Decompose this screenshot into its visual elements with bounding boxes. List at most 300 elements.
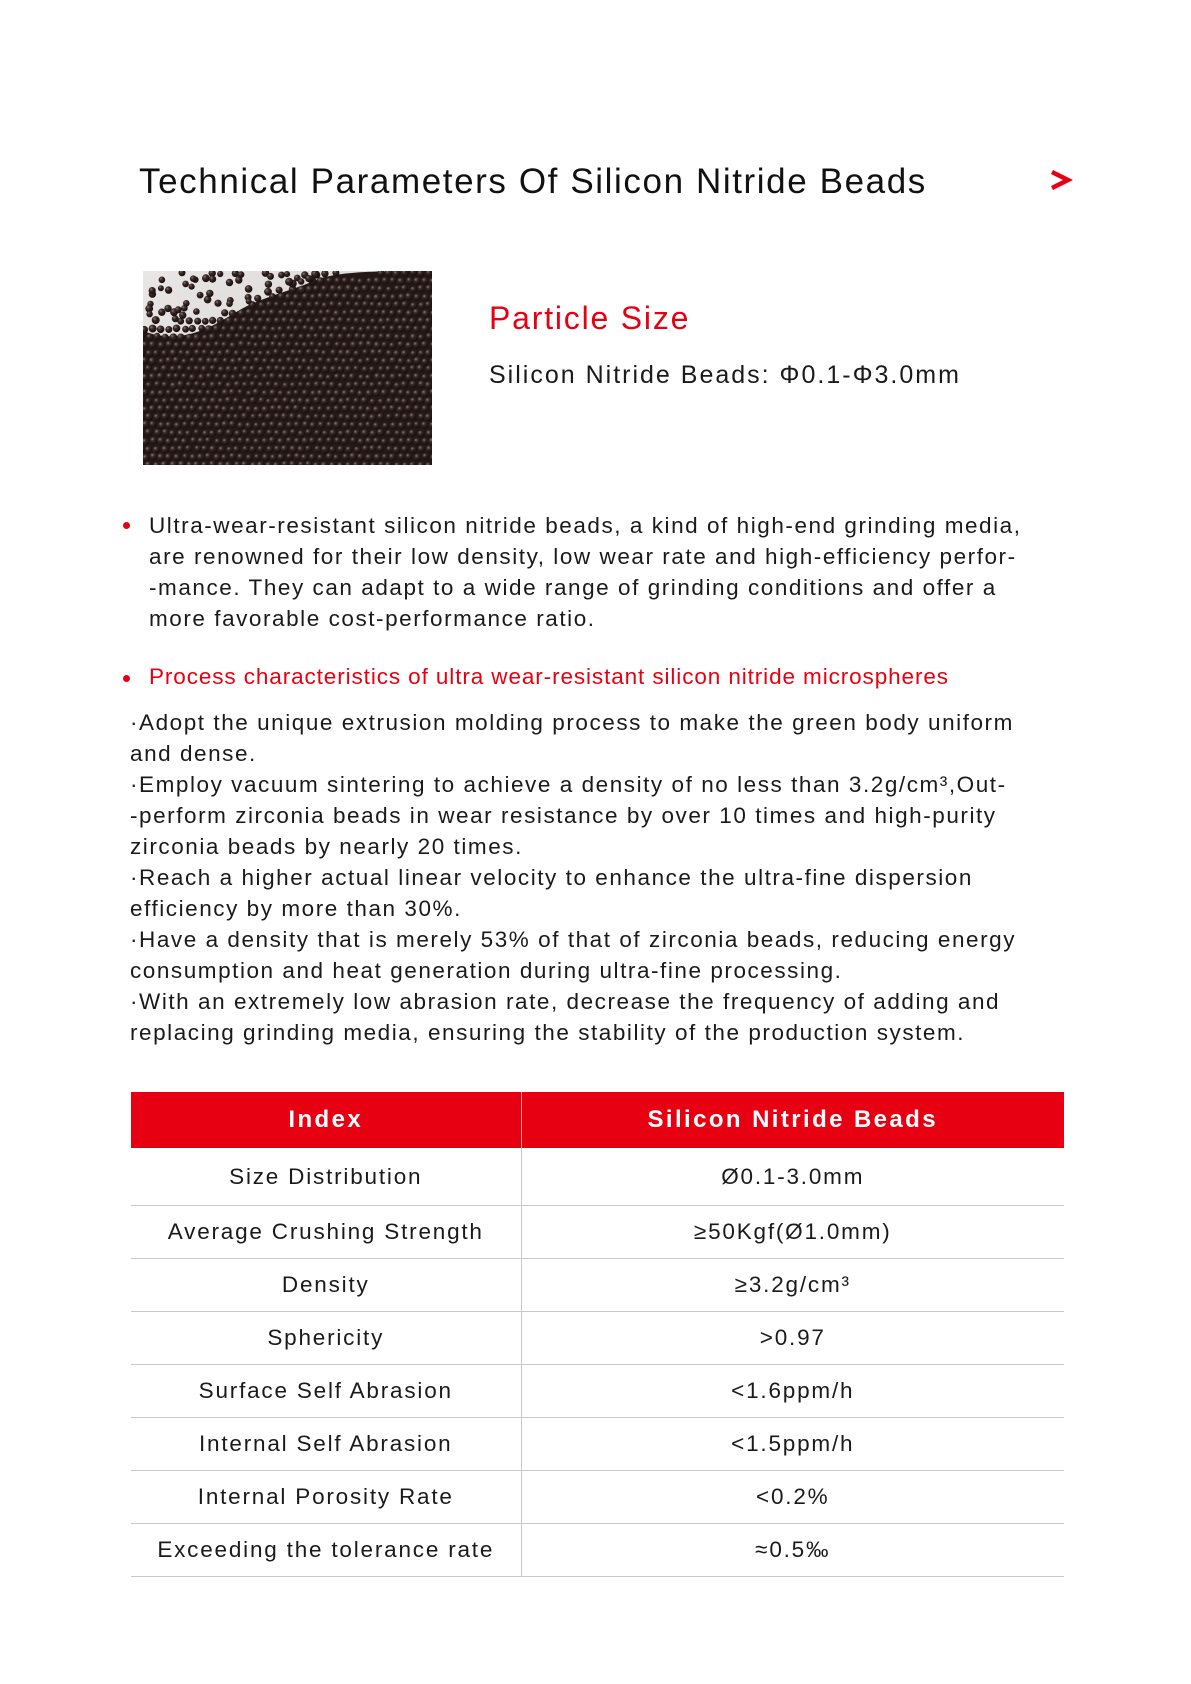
bead-mark [186, 366, 193, 373]
bead-mark [270, 358, 277, 365]
bead-mark [213, 454, 221, 462]
bead-mark [373, 357, 380, 364]
bead-mark [202, 430, 209, 437]
bead-mark [189, 325, 196, 332]
bead-mark [186, 317, 193, 324]
intro-line: -mance. They can adapt to a wide range of grinding conditions and offer a [149, 575, 997, 600]
bead-mark [394, 413, 401, 420]
bead-mark [193, 365, 200, 372]
bead-mark [258, 366, 265, 373]
bead-mark [318, 357, 325, 364]
bead-mark [245, 309, 253, 317]
bead-mark [333, 405, 340, 412]
bead-mark [149, 421, 156, 428]
process-line: ·With an extremely low abrasion rate, decrease the frequency of adding and [130, 989, 1001, 1014]
bead-mark [205, 342, 212, 349]
bead-mark [348, 373, 356, 381]
table-row [131, 1365, 1064, 1418]
bead-mark [281, 445, 289, 453]
bead-mark [410, 302, 417, 309]
bead-mark [209, 381, 217, 389]
bead-mark [289, 318, 296, 325]
bead-mark [281, 366, 289, 374]
process-line: zirconia beads by nearly 20 times. [130, 834, 523, 859]
bead-mark [250, 397, 257, 404]
bead-mark [258, 302, 265, 309]
bead-mark [290, 398, 298, 406]
bead-mark [365, 421, 372, 428]
process-line: and dense. [130, 741, 257, 766]
bead-mark [149, 405, 157, 413]
bead-mark [285, 405, 292, 412]
bead-mark [209, 317, 216, 324]
bead-mark [322, 365, 329, 372]
bead-mark [285, 293, 292, 300]
bead-mark [350, 437, 357, 444]
bead-mark [405, 405, 412, 412]
bead-mark [334, 341, 341, 348]
bead-mark [278, 309, 285, 316]
bead-mark [361, 285, 369, 293]
table-cell-index: Size Distribution [131, 1148, 521, 1206]
bead-mark [269, 389, 277, 397]
bead-mark [330, 365, 338, 373]
bead-mark [369, 398, 376, 405]
bead-mark [153, 350, 160, 357]
bead-mark [221, 389, 229, 397]
bead-mark [369, 366, 376, 373]
bead-mark [346, 317, 353, 324]
bead-mark [358, 341, 366, 349]
bead-mark [205, 325, 213, 333]
bead-mark [377, 286, 385, 294]
bead-mark [370, 349, 378, 357]
bead-mark [361, 318, 368, 325]
table-cell-value: <0.2% [521, 1471, 1064, 1524]
bead-mark [294, 438, 301, 445]
bead-mark [161, 398, 168, 405]
table-cell-index: Density [131, 1259, 521, 1312]
bead-mark [254, 310, 261, 317]
bead-mark [226, 300, 233, 307]
bead-mark [289, 445, 297, 453]
bead-mark [390, 294, 397, 301]
bead-mark [276, 405, 284, 413]
bead-mark [189, 284, 195, 290]
bead-mark [401, 398, 408, 405]
bead-mark [150, 453, 158, 461]
bead-mark [266, 365, 274, 373]
bead-mark [318, 309, 325, 316]
bead-mark [306, 333, 313, 340]
bead-mark [177, 381, 185, 389]
bead-mark [422, 294, 429, 301]
bead-mark [337, 333, 345, 341]
bead-mark [277, 358, 284, 365]
bead-mark [337, 301, 344, 308]
bead-mark [233, 413, 240, 420]
bead-mark [406, 277, 413, 284]
bead-mark [301, 342, 308, 349]
bead-mark [253, 325, 260, 332]
bead-mark [154, 333, 161, 340]
bead-mark [165, 405, 172, 412]
bead-mark [173, 437, 180, 444]
bead-mark [159, 277, 166, 284]
bead-mark [413, 341, 420, 348]
bead-mark [154, 429, 162, 437]
bead-mark [358, 374, 365, 381]
bead-mark [189, 405, 196, 412]
bead-mark [345, 397, 352, 404]
bead-mark [274, 317, 282, 325]
bead-mark [241, 412, 249, 420]
bead-mark [182, 421, 189, 428]
bead-mark [385, 333, 393, 341]
bead-mark [198, 405, 206, 413]
bead-mark [189, 454, 197, 462]
bead-mark [294, 342, 301, 349]
bead-mark [337, 285, 345, 293]
bead-mark [358, 405, 365, 412]
bead-mark [306, 365, 314, 373]
bead-mark [269, 421, 277, 429]
bead-mark [365, 390, 373, 398]
bead-mark [201, 445, 208, 452]
bead-mark [301, 437, 309, 445]
bead-mark [386, 286, 393, 293]
bead-mark [254, 454, 261, 461]
bead-mark [401, 301, 409, 309]
bead-mark [397, 325, 405, 333]
bead-mark [214, 373, 221, 380]
bead-mark [193, 413, 201, 421]
bead-mark [241, 317, 248, 324]
bead-mark [374, 310, 381, 317]
bead-mark [273, 397, 281, 405]
bead-mark [357, 390, 364, 397]
bead-mark [297, 397, 305, 405]
bead-mark [181, 373, 188, 380]
bead-mark [373, 325, 380, 332]
process-line: ·Adopt the unique extrusion molding process to make the green body uniform [130, 710, 1014, 735]
section-heading-particle-size: Particle Size [489, 300, 691, 336]
bead-mark [202, 413, 209, 420]
bead-mark [318, 325, 325, 332]
bead-mark [262, 358, 269, 365]
bead-mark [326, 389, 333, 396]
bead-mark [357, 358, 364, 365]
bead-mark [298, 333, 305, 340]
bead-mark [206, 357, 214, 365]
bead-mark [389, 310, 396, 317]
bead-mark [401, 430, 408, 437]
bead-mark [261, 390, 268, 397]
bead-mark [309, 453, 316, 460]
bead-mark [253, 438, 261, 446]
table-row [131, 1312, 1064, 1365]
bead-mark [362, 301, 369, 308]
bead-mark [333, 310, 341, 318]
bead-mark [213, 325, 220, 332]
bead-mark [346, 333, 353, 340]
bead-mark [302, 406, 309, 413]
bead-mark [314, 366, 321, 373]
bead-mark [249, 446, 256, 453]
process-line: consumption and heat generation during ultra-fine processing. [130, 958, 843, 983]
bead-mark [366, 278, 373, 285]
bead-mark [397, 309, 404, 316]
process-title: Process characteristics of ultra wear-resistant silicon nitride microspheres [149, 664, 949, 689]
bead-mark [270, 326, 277, 333]
bead-mark [153, 413, 160, 420]
bead-mark [209, 350, 217, 358]
bead-mark [357, 453, 364, 460]
bead-mark [286, 437, 293, 444]
bead-mark [390, 277, 397, 284]
table-cell-value: ≥3.2g/cm³ [521, 1259, 1064, 1312]
bead-mark [218, 366, 226, 374]
bead-mark [401, 366, 408, 373]
bead-mark [378, 398, 385, 405]
bead-mark [242, 365, 250, 373]
bead-mark [286, 453, 293, 460]
bead-mark [173, 342, 180, 349]
bead-mark [317, 406, 324, 413]
bead-mark [382, 277, 389, 284]
bead-mark [342, 422, 349, 429]
bead-mark [401, 381, 409, 389]
bead-mark [281, 413, 289, 421]
bead-mark [217, 271, 223, 277]
bead-mark [157, 326, 165, 334]
bead-mark [274, 365, 282, 373]
bead-mark [313, 381, 320, 388]
process-line: replacing grinding media, ensuring the stability of the production system. [130, 1020, 966, 1045]
bead-mark [357, 438, 365, 446]
bead-mark [418, 381, 426, 389]
bead-mark [250, 334, 258, 342]
process-list [130, 707, 1110, 1048]
bead-mark [246, 298, 252, 304]
bead-mark [386, 397, 394, 405]
bead-mark [317, 389, 325, 397]
bead-mark [294, 357, 301, 364]
table-cell-value: >0.97 [521, 1312, 1064, 1365]
bead-mark [305, 381, 312, 388]
bead-mark [414, 454, 421, 461]
bead-mark [418, 334, 425, 341]
bead-mark [242, 381, 249, 388]
bead-mark [246, 326, 253, 333]
bead-mark [273, 382, 280, 389]
bead-mark [273, 334, 281, 342]
bead-mark [401, 334, 408, 341]
bead-mark [297, 318, 304, 325]
bead-mark [409, 412, 417, 420]
bead-mark [157, 390, 164, 397]
bead-mark [221, 341, 228, 348]
bead-mark [410, 446, 417, 453]
bead-mark [413, 308, 421, 316]
bead-mark [333, 454, 340, 461]
bead-mark [242, 350, 250, 358]
bead-mark [325, 309, 332, 316]
bead-mark [246, 454, 253, 461]
bead-mark [329, 429, 337, 437]
bead-mark [234, 333, 241, 340]
table-row [131, 1471, 1064, 1524]
bead-mark [213, 390, 220, 397]
bead-mark [234, 430, 241, 437]
process-line: ·Have a density that is merely 53% of that of zirconia beads, reducing energy [130, 927, 1017, 952]
bead-mark [341, 342, 348, 349]
bead-mark [266, 446, 273, 453]
intro-paragraph [149, 510, 1109, 634]
bead-mark [345, 382, 353, 390]
bead-mark [373, 422, 380, 429]
bead-mark [369, 414, 377, 422]
bead-mark [179, 312, 186, 319]
bead-mark [229, 453, 236, 460]
bead-mark [377, 429, 385, 437]
bead-mark [394, 285, 401, 292]
bead-mark [269, 373, 277, 381]
bead-mark [161, 381, 168, 388]
bead-mark [242, 429, 249, 436]
bead-mark [341, 293, 348, 300]
bead-mark [337, 446, 344, 453]
bead-mark [342, 310, 349, 317]
table-header-value: Silicon Nitride Beads [521, 1092, 1064, 1148]
bead-mark [310, 390, 317, 397]
bead-mark [310, 294, 317, 301]
bead-mark [253, 342, 260, 349]
bead-mark [342, 277, 349, 284]
bead-mark [266, 301, 273, 308]
process-line: ·Reach a higher actual linear velocity to enhance the ultra-fine dispersion [130, 865, 973, 890]
bead-mark [222, 358, 229, 365]
bead-mark [361, 381, 368, 388]
bead-mark [233, 317, 240, 324]
bead-mark [306, 317, 313, 324]
bead-mark [205, 390, 212, 397]
page-title: Technical Parameters Of Silicon Nitride Beads [139, 162, 927, 201]
bead-mark [154, 381, 161, 388]
bead-mark [337, 382, 344, 389]
bead-mark [309, 326, 317, 334]
bead-mark [261, 373, 268, 380]
table-cell-value: ≥50Kgf(Ø1.0mm) [521, 1206, 1064, 1259]
bead-mark [214, 438, 221, 445]
bead-mark [165, 326, 172, 333]
bead-mark [298, 430, 305, 437]
bead-mark [214, 341, 221, 348]
bead-mark [221, 406, 229, 414]
bead-mark [189, 357, 196, 364]
bead-mark [325, 374, 332, 381]
bead-mark [313, 285, 320, 292]
bead-mark [229, 326, 237, 334]
bead-mark [201, 349, 208, 356]
bead-mark [186, 334, 194, 342]
bead-mark [294, 373, 301, 380]
bead-mark [338, 398, 346, 406]
bead-mark [206, 373, 213, 380]
bead-mark [193, 398, 200, 405]
bead-mark [229, 342, 237, 350]
bead-mark [152, 316, 160, 324]
bead-mark [345, 349, 353, 357]
bead-mark [233, 381, 241, 389]
bead-mark [202, 274, 210, 282]
bead-mark [421, 358, 428, 365]
bead-mark [382, 422, 389, 429]
bead-mark [297, 349, 304, 356]
bead-mark [373, 406, 381, 414]
chevron-right-icon[interactable] [1046, 160, 1076, 200]
table-row [131, 1259, 1064, 1312]
bead-mark [293, 404, 301, 412]
bead-mark [389, 373, 397, 381]
table-cell-index: Exceeding the tolerance rate [131, 1524, 521, 1577]
bead-mark [317, 454, 324, 461]
bead-mark [338, 413, 345, 420]
bead-mark [296, 413, 304, 421]
bead-mark [382, 453, 389, 460]
bead-mark [238, 405, 245, 412]
bead-mark [301, 293, 309, 301]
bead-mark [269, 309, 277, 317]
bead-mark [265, 350, 273, 358]
bead-mark [349, 452, 357, 460]
bead-mark [266, 429, 273, 436]
bead-mark [409, 318, 416, 325]
bead-mark [418, 413, 425, 420]
bead-mark [354, 446, 361, 453]
bead-mark [229, 389, 237, 397]
bead-mark [226, 279, 233, 286]
bead-mark [394, 430, 401, 437]
bead-mark [205, 453, 212, 460]
bead-mark [361, 413, 369, 421]
bead-mark [313, 414, 320, 421]
bead-mark [305, 445, 312, 452]
bead-mark [342, 405, 350, 413]
bead-mark [145, 413, 153, 421]
bead-mark [298, 286, 306, 294]
bead-mark [321, 285, 329, 293]
bead-mark [329, 446, 336, 453]
bead-mark [350, 277, 357, 284]
bead-mark [158, 358, 165, 365]
bead-mark [321, 413, 328, 420]
particle-size-value: Silicon Nitride Beads: Φ0.1-Φ3.0mm [489, 361, 961, 389]
bead-mark [325, 341, 332, 348]
bead-mark [146, 382, 153, 389]
bead-mark [267, 273, 274, 280]
bead-mark [149, 287, 156, 294]
bead-mark [413, 326, 420, 333]
bead-mark [413, 277, 421, 285]
bead-mark [257, 333, 265, 341]
bead-mark [185, 445, 192, 452]
bead-mark [317, 437, 324, 444]
bead-mark [289, 333, 296, 340]
bead-mark [374, 453, 382, 461]
bead-mark [237, 453, 245, 461]
bead-mark [238, 325, 246, 333]
